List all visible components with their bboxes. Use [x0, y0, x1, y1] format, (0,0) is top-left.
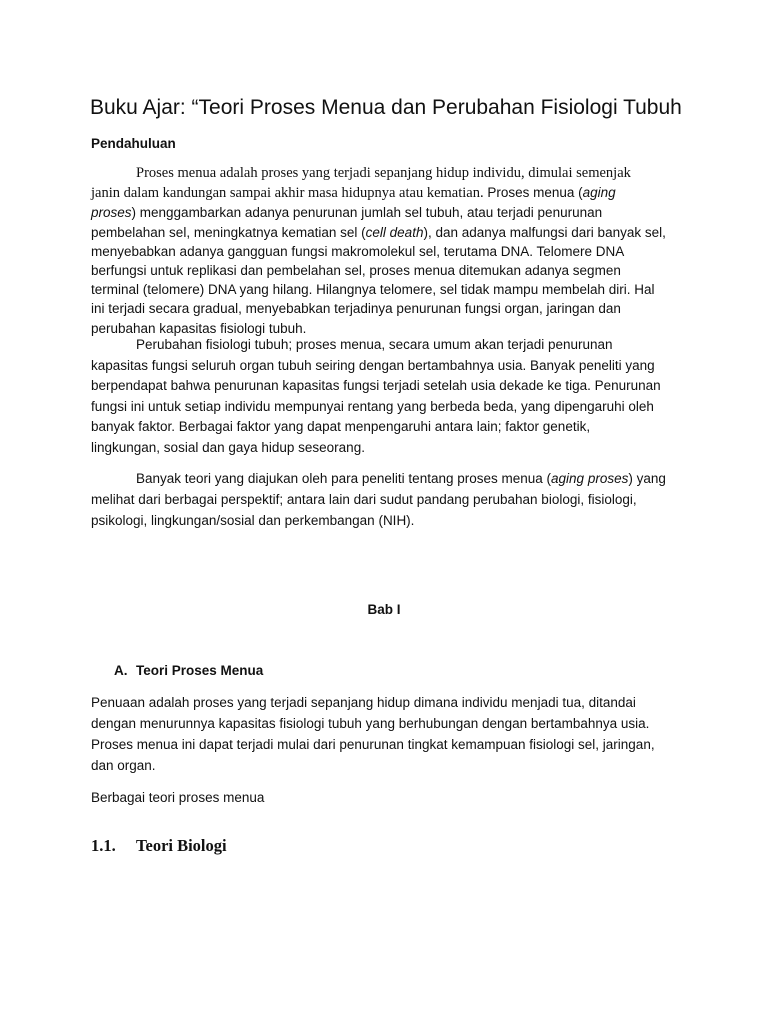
text-line: pembelahan sel, meningkatnya kematian sel (cell death), dan adanya malfungsi dari banyak sel,: [91, 224, 666, 240]
text-line: psikologi, lingkungan/sosial dan perkembangan (NIH).: [91, 513, 415, 528]
section-a-paragraph: [91, 692, 681, 776]
text-line: ini terjadi secara gradual, menyebabkan terjadinya penurunan fungsi organ, jaringan dan: [91, 301, 621, 317]
text-line: Proses menua adalah proses yang terjadi sepanjang hidup individu, dimulai semenjak: [136, 165, 631, 181]
section-a-heading: [114, 663, 263, 678]
text-line: Penuaan adalah proses yang terjadi sepanjang hidup dimana individu menjadi tua, ditandai: [91, 695, 636, 710]
section-number: 1.1.: [91, 836, 116, 855]
theory-intro-text: Berbagai teori proses menua: [91, 790, 265, 805]
text-line: banyak faktor. Berbagai faktor yang dapat menpengaruhi antara lain; faktor genetik,: [91, 419, 591, 434]
chapter-heading: Bab I: [367, 602, 401, 617]
text-line: terminal (telomere) DNA yang hilang. Hilangnya telomere, sel tidak mampu membelah diri. Hal: [91, 282, 655, 298]
text-line: janin dalam kandungan sampai akhir masa hidupnya atau kematian. Proses menua (aging: [91, 185, 616, 202]
text-line: kapasitas fungsi seluruh organ tubuh seiring dengan bertambahnya usia. Banyak peneliti yang: [91, 357, 655, 373]
text-line: menyebabkan adanya gangguan fungsi makromolekul sel, terutama DNA. Telomere DNA: [91, 243, 625, 259]
text-line: berfungsi untuk replikasi dan pembelahan sel, proses menua ditemukan adanya segmen: [91, 263, 621, 279]
section-title: Teori Biologi: [136, 836, 227, 855]
text-line: dengan menurunnya kapasitas fisiologi tubuh yang berhubungan dengan bertambahnya usia.: [91, 716, 650, 731]
section-number: A.: [114, 663, 128, 678]
intro-paragraph-3: [91, 468, 681, 531]
document-title: Buku Ajar: “Teori Proses Menua dan Perubahan Fisiologi Tubuh: [90, 96, 682, 119]
text-line: perubahan kapasitas fisiologi tubuh.: [91, 320, 307, 336]
text-line: proses) menggambarkan adanya penurunan jumlah sel tubuh, atau terjadi penurunan: [91, 205, 603, 221]
text-line: lingkungan, sosial dan gaya hidup seseorang.: [91, 439, 365, 455]
text-line: Banyak teori yang diajukan oleh para peneliti tentang proses menua (aging proses) yang: [136, 471, 666, 486]
text-line: Proses menua ini dapat terjadi mulai dari penurunan tingkat kemampuan fisiologi sel, jaringan,: [91, 737, 655, 752]
section-1-1-heading: [91, 836, 227, 856]
text-line: dan organ.: [91, 758, 156, 773]
intro-paragraph-1: [91, 164, 681, 338]
text-line: Perubahan fisiologi tubuh; proses menua, secara umum akan terjadi penurunan: [136, 337, 613, 352]
text-line: melihat dari berbagai perspektif; antara lain dari sudut pandang perubahan biologi, fisiologi,: [91, 492, 637, 507]
text-line: fungsi ini untuk setiap individu mempunyai rentang yang berbeda beda, yang dipengaruhi oleh: [91, 398, 654, 414]
text-line: berpendapat bahwa penurunan kapasitas fungsi terjadi setelah usia dekade ke tiga. Penurunan: [91, 378, 661, 393]
intro-paragraph-2: [91, 335, 681, 458]
intro-heading: Pendahuluan: [91, 136, 176, 151]
section-title: Teori Proses Menua: [136, 663, 264, 678]
